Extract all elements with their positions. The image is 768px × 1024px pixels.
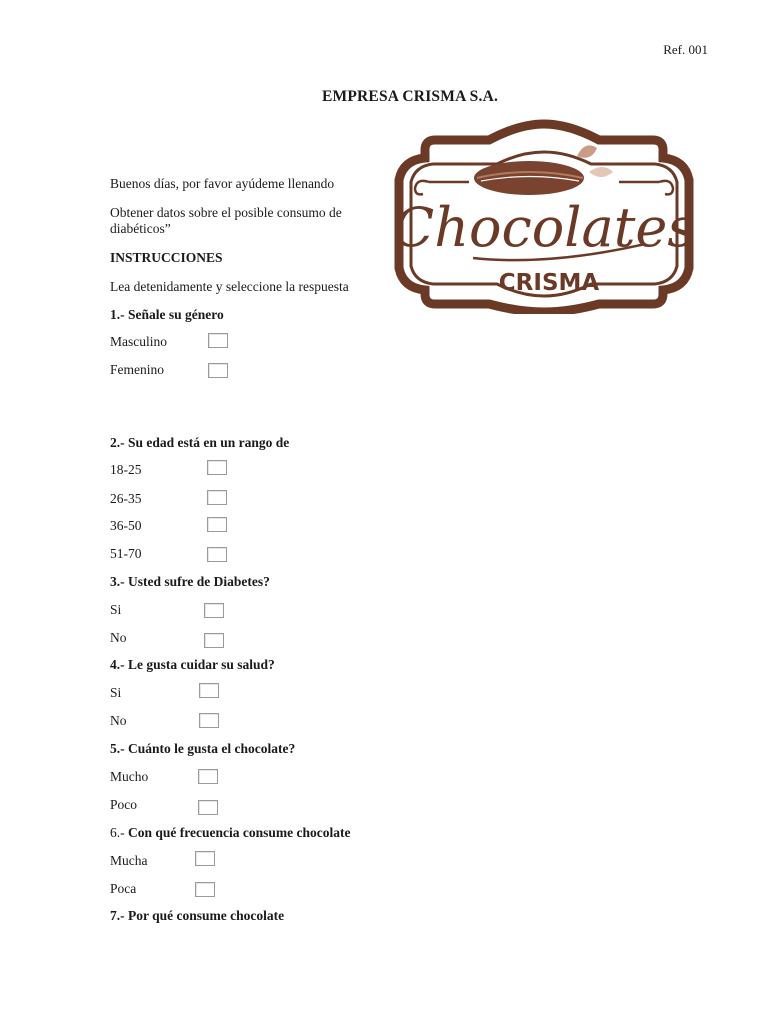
- checkbox-no-q4[interactable]: [199, 713, 219, 728]
- option-51-70: 51-70: [110, 546, 142, 561]
- intro-objective-line2: diabéticos”: [110, 221, 171, 236]
- option-36-50: 36-50: [110, 518, 142, 533]
- option-18-25: 18-25: [110, 462, 142, 477]
- instructions-text: Lea detenidamente y seleccione la respuesta: [110, 279, 349, 294]
- logo-word: Chocolates: [392, 196, 696, 259]
- checkbox-51-70[interactable]: [207, 547, 227, 562]
- checkbox-si-q4[interactable]: [199, 683, 219, 698]
- option-si-q3: Si: [110, 602, 122, 617]
- option-si-q4: Si: [110, 685, 122, 700]
- option-poco: Poco: [110, 797, 137, 812]
- question-1-label: 1.- Señale su género: [110, 307, 224, 322]
- intro-objective-line1: Obtener datos sobre el posible consumo de: [110, 205, 342, 220]
- option-mucha: Mucha: [110, 853, 148, 868]
- checkbox-mucho[interactable]: [198, 769, 218, 784]
- document-title: EMPRESA CRISMA S.A.: [322, 88, 499, 105]
- question-6-label: [110, 825, 350, 841]
- checkbox-no-q3[interactable]: [204, 633, 224, 648]
- question-5-label: 5.- Cuánto le gusta el chocolate?: [110, 741, 296, 756]
- question-2-label: 2.- Su edad está en un rango de: [110, 435, 290, 450]
- chocolates-crisma-logo: [389, 118, 699, 314]
- checkbox-poco[interactable]: [198, 800, 218, 815]
- option-poca: Poca: [110, 881, 137, 896]
- option-mucho: Mucho: [110, 769, 149, 784]
- option-femenino: Femenino: [110, 362, 164, 377]
- instructions-heading: INSTRUCCIONES: [110, 250, 223, 265]
- checkbox-masculino[interactable]: [208, 333, 228, 348]
- checkbox-mucha[interactable]: [195, 851, 215, 866]
- checkbox-26-35[interactable]: [207, 490, 227, 505]
- checkbox-18-25[interactable]: [207, 460, 227, 475]
- option-no-q3: No: [110, 630, 127, 645]
- question-4-label: 4.- Le gusta cuidar su salud?: [110, 657, 275, 672]
- checkbox-femenino[interactable]: [208, 363, 228, 378]
- option-no-q4: No: [110, 713, 127, 728]
- logo-brand: CRISMA: [498, 270, 600, 296]
- checkbox-si-q3[interactable]: [204, 603, 224, 618]
- question-6-text: Con qué frecuencia consume chocolate: [128, 825, 351, 840]
- checkbox-poca[interactable]: [195, 882, 215, 897]
- option-masculino: Masculino: [110, 334, 167, 349]
- intro-greeting: Buenos días, por favor ayúdeme llenando: [110, 176, 335, 191]
- question-3-label: 3.- Usted sufre de Diabetes?: [110, 574, 270, 589]
- option-26-35: 26-35: [110, 491, 142, 506]
- question-7-label: 7.- Por qué consume chocolate: [110, 908, 285, 923]
- checkbox-36-50[interactable]: [207, 517, 227, 532]
- question-6-number: 6.-: [110, 825, 128, 840]
- reference-number: Ref. 001: [663, 42, 708, 57]
